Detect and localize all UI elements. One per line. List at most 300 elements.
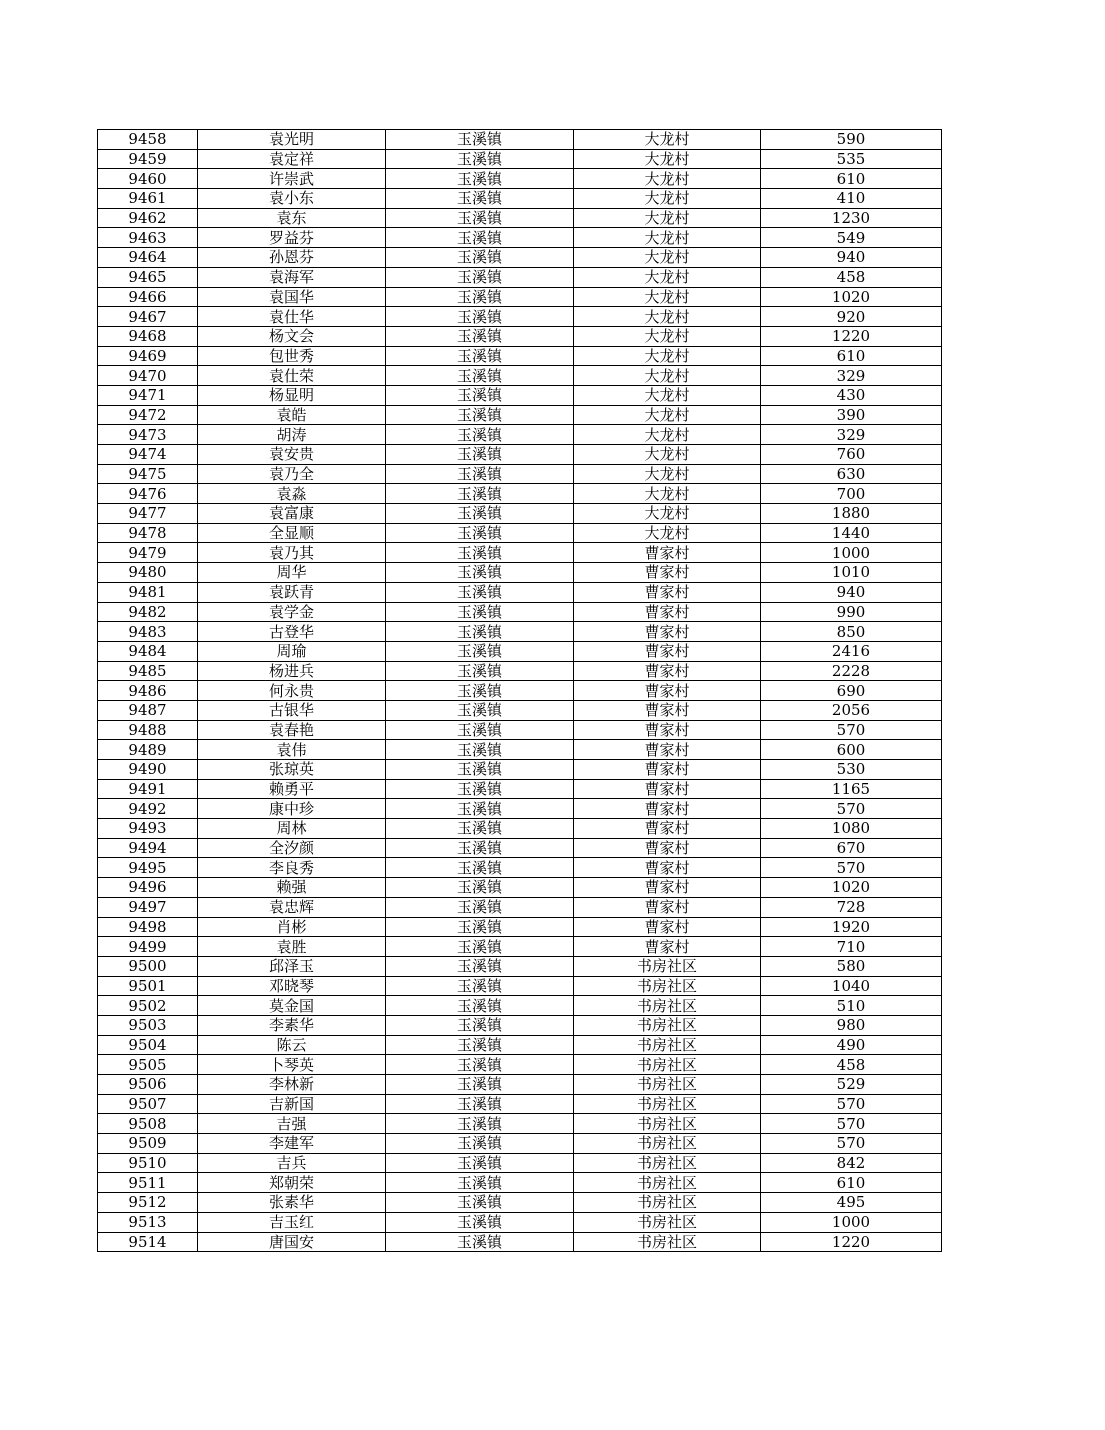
cell-id: 9509 bbox=[98, 1134, 198, 1154]
cell-name: 袁定祥 bbox=[198, 149, 386, 169]
cell-town: 玉溪镇 bbox=[386, 1094, 574, 1114]
cell-town: 玉溪镇 bbox=[386, 169, 574, 189]
cell-town: 玉溪镇 bbox=[386, 976, 574, 996]
cell-village: 曹家村 bbox=[574, 681, 761, 701]
cell-name: 杨文会 bbox=[198, 326, 386, 346]
cell-id: 9512 bbox=[98, 1193, 198, 1213]
table-row bbox=[98, 385, 942, 405]
cell-id: 9504 bbox=[98, 1035, 198, 1055]
table-row bbox=[98, 307, 942, 327]
table-row bbox=[98, 208, 942, 228]
cell-name: 袁忠辉 bbox=[198, 897, 386, 917]
table-row bbox=[98, 405, 942, 425]
cell-id: 9494 bbox=[98, 838, 198, 858]
cell-amount: 535 bbox=[761, 149, 942, 169]
cell-town: 玉溪镇 bbox=[386, 1212, 574, 1232]
cell-village: 曹家村 bbox=[574, 641, 761, 661]
cell-village: 书房社区 bbox=[574, 1015, 761, 1035]
cell-name: 肖彬 bbox=[198, 917, 386, 937]
cell-village: 大龙村 bbox=[574, 267, 761, 287]
table-row bbox=[98, 819, 942, 839]
cell-amount: 549 bbox=[761, 228, 942, 248]
table-row bbox=[98, 1075, 942, 1095]
cell-name: 陈云 bbox=[198, 1035, 386, 1055]
cell-town: 玉溪镇 bbox=[386, 189, 574, 209]
cell-town: 玉溪镇 bbox=[386, 681, 574, 701]
cell-village: 大龙村 bbox=[574, 208, 761, 228]
cell-town: 玉溪镇 bbox=[386, 307, 574, 327]
table-row bbox=[98, 346, 942, 366]
table-row bbox=[98, 740, 942, 760]
cell-town: 玉溪镇 bbox=[386, 1015, 574, 1035]
cell-village: 大龙村 bbox=[574, 149, 761, 169]
table-row bbox=[98, 543, 942, 563]
cell-town: 玉溪镇 bbox=[386, 425, 574, 445]
cell-town: 玉溪镇 bbox=[386, 1075, 574, 1095]
cell-amount: 580 bbox=[761, 956, 942, 976]
cell-id: 9488 bbox=[98, 720, 198, 740]
table-row bbox=[98, 189, 942, 209]
cell-id: 9470 bbox=[98, 366, 198, 386]
cell-name: 李林新 bbox=[198, 1075, 386, 1095]
cell-amount: 570 bbox=[761, 720, 942, 740]
table-row bbox=[98, 130, 942, 150]
cell-id: 9506 bbox=[98, 1075, 198, 1095]
table-row bbox=[98, 445, 942, 465]
cell-village: 大龙村 bbox=[574, 287, 761, 307]
cell-id: 9476 bbox=[98, 484, 198, 504]
cell-town: 玉溪镇 bbox=[386, 1173, 574, 1193]
cell-town: 玉溪镇 bbox=[386, 563, 574, 583]
cell-amount: 329 bbox=[761, 425, 942, 445]
cell-name: 赖勇平 bbox=[198, 779, 386, 799]
cell-name: 周瑜 bbox=[198, 641, 386, 661]
table-row bbox=[98, 149, 942, 169]
cell-village: 曹家村 bbox=[574, 858, 761, 878]
cell-name: 袁安贵 bbox=[198, 445, 386, 465]
cell-id: 9472 bbox=[98, 405, 198, 425]
cell-id: 9483 bbox=[98, 622, 198, 642]
cell-name: 唐国安 bbox=[198, 1232, 386, 1252]
cell-id: 9495 bbox=[98, 858, 198, 878]
cell-id: 9459 bbox=[98, 149, 198, 169]
table-row bbox=[98, 878, 942, 898]
cell-amount: 728 bbox=[761, 897, 942, 917]
cell-name: 袁伟 bbox=[198, 740, 386, 760]
table-row bbox=[98, 1035, 942, 1055]
cell-name: 邱泽玉 bbox=[198, 956, 386, 976]
table-row bbox=[98, 681, 942, 701]
cell-name: 杨显明 bbox=[198, 385, 386, 405]
cell-town: 玉溪镇 bbox=[386, 720, 574, 740]
cell-id: 9460 bbox=[98, 169, 198, 189]
cell-id: 9486 bbox=[98, 681, 198, 701]
cell-amount: 2056 bbox=[761, 700, 942, 720]
cell-name: 李良秀 bbox=[198, 858, 386, 878]
table-row bbox=[98, 484, 942, 504]
cell-name: 卜琴英 bbox=[198, 1055, 386, 1075]
cell-id: 9513 bbox=[98, 1212, 198, 1232]
table-row bbox=[98, 799, 942, 819]
cell-town: 玉溪镇 bbox=[386, 208, 574, 228]
cell-id: 9501 bbox=[98, 976, 198, 996]
cell-village: 大龙村 bbox=[574, 169, 761, 189]
cell-id: 9505 bbox=[98, 1055, 198, 1075]
cell-amount: 458 bbox=[761, 1055, 942, 1075]
table-row bbox=[98, 523, 942, 543]
cell-amount: 1230 bbox=[761, 208, 942, 228]
cell-amount: 990 bbox=[761, 602, 942, 622]
cell-town: 玉溪镇 bbox=[386, 1055, 574, 1075]
cell-town: 玉溪镇 bbox=[386, 504, 574, 524]
cell-village: 大龙村 bbox=[574, 445, 761, 465]
cell-village: 大龙村 bbox=[574, 464, 761, 484]
cell-amount: 1920 bbox=[761, 917, 942, 937]
cell-id: 9489 bbox=[98, 740, 198, 760]
table-row bbox=[98, 464, 942, 484]
table-row bbox=[98, 504, 942, 524]
cell-id: 9475 bbox=[98, 464, 198, 484]
data-table bbox=[97, 129, 942, 1252]
cell-amount: 850 bbox=[761, 622, 942, 642]
cell-name: 张琼英 bbox=[198, 760, 386, 780]
cell-town: 玉溪镇 bbox=[386, 760, 574, 780]
cell-name: 何永贵 bbox=[198, 681, 386, 701]
cell-village: 曹家村 bbox=[574, 563, 761, 583]
table-row bbox=[98, 858, 942, 878]
table-row bbox=[98, 326, 942, 346]
cell-village: 书房社区 bbox=[574, 1075, 761, 1095]
cell-id: 9463 bbox=[98, 228, 198, 248]
table-row bbox=[98, 838, 942, 858]
table-row bbox=[98, 1173, 942, 1193]
cell-amount: 510 bbox=[761, 996, 942, 1016]
table-row bbox=[98, 1232, 942, 1252]
cell-village: 曹家村 bbox=[574, 779, 761, 799]
cell-name: 胡涛 bbox=[198, 425, 386, 445]
cell-name: 康中珍 bbox=[198, 799, 386, 819]
cell-amount: 1020 bbox=[761, 878, 942, 898]
cell-amount: 570 bbox=[761, 858, 942, 878]
cell-amount: 842 bbox=[761, 1153, 942, 1173]
cell-amount: 410 bbox=[761, 189, 942, 209]
cell-town: 玉溪镇 bbox=[386, 878, 574, 898]
cell-name: 袁乃全 bbox=[198, 464, 386, 484]
cell-name: 李建军 bbox=[198, 1134, 386, 1154]
cell-id: 9458 bbox=[98, 130, 198, 150]
cell-name: 袁海军 bbox=[198, 267, 386, 287]
cell-amount: 1000 bbox=[761, 1212, 942, 1232]
cell-id: 9514 bbox=[98, 1232, 198, 1252]
cell-name: 许崇武 bbox=[198, 169, 386, 189]
cell-name: 袁仕荣 bbox=[198, 366, 386, 386]
cell-village: 大龙村 bbox=[574, 189, 761, 209]
cell-village: 曹家村 bbox=[574, 897, 761, 917]
table-row bbox=[98, 602, 942, 622]
cell-amount: 940 bbox=[761, 582, 942, 602]
table-row bbox=[98, 1055, 942, 1075]
cell-town: 玉溪镇 bbox=[386, 405, 574, 425]
cell-name: 袁胜 bbox=[198, 937, 386, 957]
cell-village: 书房社区 bbox=[574, 1153, 761, 1173]
cell-id: 9490 bbox=[98, 760, 198, 780]
cell-town: 玉溪镇 bbox=[386, 287, 574, 307]
cell-amount: 610 bbox=[761, 346, 942, 366]
table-body bbox=[98, 130, 942, 1252]
cell-id: 9503 bbox=[98, 1015, 198, 1035]
cell-town: 玉溪镇 bbox=[386, 700, 574, 720]
cell-amount: 940 bbox=[761, 248, 942, 268]
table-row bbox=[98, 779, 942, 799]
cell-amount: 590 bbox=[761, 130, 942, 150]
cell-id: 9469 bbox=[98, 346, 198, 366]
cell-id: 9477 bbox=[98, 504, 198, 524]
cell-name: 莫金国 bbox=[198, 996, 386, 1016]
cell-id: 9508 bbox=[98, 1114, 198, 1134]
cell-id: 9465 bbox=[98, 267, 198, 287]
cell-village: 大龙村 bbox=[574, 346, 761, 366]
table-row bbox=[98, 169, 942, 189]
cell-name: 袁国华 bbox=[198, 287, 386, 307]
cell-town: 玉溪镇 bbox=[386, 838, 574, 858]
cell-amount: 700 bbox=[761, 484, 942, 504]
cell-amount: 920 bbox=[761, 307, 942, 327]
cell-town: 玉溪镇 bbox=[386, 366, 574, 386]
cell-town: 玉溪镇 bbox=[386, 996, 574, 1016]
cell-name: 吉玉红 bbox=[198, 1212, 386, 1232]
cell-id: 9499 bbox=[98, 937, 198, 957]
cell-name: 袁仕华 bbox=[198, 307, 386, 327]
cell-town: 玉溪镇 bbox=[386, 937, 574, 957]
cell-village: 曹家村 bbox=[574, 740, 761, 760]
cell-id: 9507 bbox=[98, 1094, 198, 1114]
cell-town: 玉溪镇 bbox=[386, 1134, 574, 1154]
cell-name: 邓晓琴 bbox=[198, 976, 386, 996]
cell-village: 曹家村 bbox=[574, 937, 761, 957]
cell-village: 大龙村 bbox=[574, 307, 761, 327]
cell-town: 玉溪镇 bbox=[386, 1232, 574, 1252]
cell-town: 玉溪镇 bbox=[386, 641, 574, 661]
cell-amount: 529 bbox=[761, 1075, 942, 1095]
cell-village: 书房社区 bbox=[574, 1035, 761, 1055]
cell-town: 玉溪镇 bbox=[386, 1193, 574, 1213]
cell-town: 玉溪镇 bbox=[386, 956, 574, 976]
cell-name: 吉强 bbox=[198, 1114, 386, 1134]
cell-town: 玉溪镇 bbox=[386, 582, 574, 602]
cell-village: 大龙村 bbox=[574, 484, 761, 504]
cell-village: 曹家村 bbox=[574, 819, 761, 839]
cell-town: 玉溪镇 bbox=[386, 897, 574, 917]
cell-amount: 1165 bbox=[761, 779, 942, 799]
cell-id: 9478 bbox=[98, 523, 198, 543]
cell-id: 9461 bbox=[98, 189, 198, 209]
cell-village: 曹家村 bbox=[574, 760, 761, 780]
table-row bbox=[98, 366, 942, 386]
table-row bbox=[98, 917, 942, 937]
cell-name: 袁富康 bbox=[198, 504, 386, 524]
cell-amount: 630 bbox=[761, 464, 942, 484]
cell-town: 玉溪镇 bbox=[386, 523, 574, 543]
table-row bbox=[98, 1114, 942, 1134]
table-row bbox=[98, 425, 942, 445]
cell-village: 大龙村 bbox=[574, 523, 761, 543]
cell-id: 9468 bbox=[98, 326, 198, 346]
cell-amount: 329 bbox=[761, 366, 942, 386]
cell-name: 张素华 bbox=[198, 1193, 386, 1213]
cell-name: 全显顺 bbox=[198, 523, 386, 543]
cell-village: 曹家村 bbox=[574, 700, 761, 720]
cell-name: 包世秀 bbox=[198, 346, 386, 366]
cell-town: 玉溪镇 bbox=[386, 228, 574, 248]
cell-id: 9482 bbox=[98, 602, 198, 622]
cell-name: 孙恩芬 bbox=[198, 248, 386, 268]
table-row bbox=[98, 228, 942, 248]
cell-village: 曹家村 bbox=[574, 917, 761, 937]
cell-amount: 1040 bbox=[761, 976, 942, 996]
cell-village: 大龙村 bbox=[574, 504, 761, 524]
table-row bbox=[98, 897, 942, 917]
cell-village: 书房社区 bbox=[574, 956, 761, 976]
cell-name: 赖强 bbox=[198, 878, 386, 898]
cell-id: 9510 bbox=[98, 1153, 198, 1173]
cell-town: 玉溪镇 bbox=[386, 799, 574, 819]
table-row bbox=[98, 287, 942, 307]
cell-town: 玉溪镇 bbox=[386, 622, 574, 642]
cell-id: 9473 bbox=[98, 425, 198, 445]
cell-amount: 570 bbox=[761, 1114, 942, 1134]
cell-village: 书房社区 bbox=[574, 1055, 761, 1075]
table-row bbox=[98, 1134, 942, 1154]
cell-town: 玉溪镇 bbox=[386, 267, 574, 287]
table-row bbox=[98, 563, 942, 583]
cell-village: 曹家村 bbox=[574, 838, 761, 858]
cell-id: 9491 bbox=[98, 779, 198, 799]
table-row bbox=[98, 956, 942, 976]
cell-id: 9474 bbox=[98, 445, 198, 465]
cell-town: 玉溪镇 bbox=[386, 819, 574, 839]
table-row bbox=[98, 248, 942, 268]
cell-town: 玉溪镇 bbox=[386, 346, 574, 366]
cell-name: 周林 bbox=[198, 819, 386, 839]
cell-name: 袁学金 bbox=[198, 602, 386, 622]
cell-town: 玉溪镇 bbox=[386, 1114, 574, 1134]
cell-id: 9498 bbox=[98, 917, 198, 937]
cell-name: 吉兵 bbox=[198, 1153, 386, 1173]
cell-amount: 1010 bbox=[761, 563, 942, 583]
cell-amount: 1880 bbox=[761, 504, 942, 524]
table-row bbox=[98, 641, 942, 661]
cell-amount: 1000 bbox=[761, 543, 942, 563]
cell-id: 9466 bbox=[98, 287, 198, 307]
cell-amount: 1220 bbox=[761, 1232, 942, 1252]
cell-name: 李素华 bbox=[198, 1015, 386, 1035]
cell-town: 玉溪镇 bbox=[386, 385, 574, 405]
cell-village: 大龙村 bbox=[574, 228, 761, 248]
cell-amount: 570 bbox=[761, 1134, 942, 1154]
cell-amount: 1080 bbox=[761, 819, 942, 839]
cell-name: 袁淼 bbox=[198, 484, 386, 504]
table-row bbox=[98, 267, 942, 287]
cell-name: 袁皓 bbox=[198, 405, 386, 425]
table-row bbox=[98, 1094, 942, 1114]
cell-town: 玉溪镇 bbox=[386, 484, 574, 504]
cell-id: 9500 bbox=[98, 956, 198, 976]
cell-village: 曹家村 bbox=[574, 720, 761, 740]
cell-id: 9480 bbox=[98, 563, 198, 583]
cell-town: 玉溪镇 bbox=[386, 130, 574, 150]
cell-name: 袁跃青 bbox=[198, 582, 386, 602]
cell-town: 玉溪镇 bbox=[386, 779, 574, 799]
cell-id: 9511 bbox=[98, 1173, 198, 1193]
cell-village: 曹家村 bbox=[574, 602, 761, 622]
cell-village: 大龙村 bbox=[574, 385, 761, 405]
cell-amount: 2416 bbox=[761, 641, 942, 661]
cell-village: 书房社区 bbox=[574, 1193, 761, 1213]
cell-village: 书房社区 bbox=[574, 1114, 761, 1134]
cell-town: 玉溪镇 bbox=[386, 1153, 574, 1173]
cell-id: 9493 bbox=[98, 819, 198, 839]
cell-village: 大龙村 bbox=[574, 425, 761, 445]
cell-village: 书房社区 bbox=[574, 1232, 761, 1252]
cell-id: 9502 bbox=[98, 996, 198, 1016]
cell-town: 玉溪镇 bbox=[386, 740, 574, 760]
cell-id: 9497 bbox=[98, 897, 198, 917]
cell-village: 书房社区 bbox=[574, 1173, 761, 1193]
cell-village: 曹家村 bbox=[574, 582, 761, 602]
cell-town: 玉溪镇 bbox=[386, 543, 574, 563]
cell-village: 大龙村 bbox=[574, 405, 761, 425]
cell-town: 玉溪镇 bbox=[386, 326, 574, 346]
cell-id: 9496 bbox=[98, 878, 198, 898]
cell-name: 袁小东 bbox=[198, 189, 386, 209]
data-table-container bbox=[97, 129, 942, 1252]
cell-town: 玉溪镇 bbox=[386, 858, 574, 878]
table-row bbox=[98, 1153, 942, 1173]
cell-amount: 600 bbox=[761, 740, 942, 760]
cell-id: 9492 bbox=[98, 799, 198, 819]
cell-amount: 530 bbox=[761, 760, 942, 780]
table-row bbox=[98, 1015, 942, 1035]
cell-village: 书房社区 bbox=[574, 1212, 761, 1232]
cell-amount: 430 bbox=[761, 385, 942, 405]
cell-amount: 1020 bbox=[761, 287, 942, 307]
cell-amount: 490 bbox=[761, 1035, 942, 1055]
cell-amount: 390 bbox=[761, 405, 942, 425]
cell-name: 郑朝荣 bbox=[198, 1173, 386, 1193]
cell-name: 罗益芬 bbox=[198, 228, 386, 248]
table-row bbox=[98, 661, 942, 681]
table-row bbox=[98, 976, 942, 996]
cell-id: 9487 bbox=[98, 700, 198, 720]
cell-name: 周华 bbox=[198, 563, 386, 583]
cell-amount: 1440 bbox=[761, 523, 942, 543]
cell-id: 9479 bbox=[98, 543, 198, 563]
cell-town: 玉溪镇 bbox=[386, 248, 574, 268]
cell-id: 9464 bbox=[98, 248, 198, 268]
cell-town: 玉溪镇 bbox=[386, 1035, 574, 1055]
cell-village: 曹家村 bbox=[574, 661, 761, 681]
table-row bbox=[98, 1193, 942, 1213]
cell-village: 大龙村 bbox=[574, 130, 761, 150]
cell-amount: 980 bbox=[761, 1015, 942, 1035]
cell-name: 古银华 bbox=[198, 700, 386, 720]
cell-village: 书房社区 bbox=[574, 1134, 761, 1154]
cell-town: 玉溪镇 bbox=[386, 661, 574, 681]
cell-town: 玉溪镇 bbox=[386, 464, 574, 484]
cell-village: 书房社区 bbox=[574, 976, 761, 996]
cell-amount: 495 bbox=[761, 1193, 942, 1213]
cell-amount: 670 bbox=[761, 838, 942, 858]
